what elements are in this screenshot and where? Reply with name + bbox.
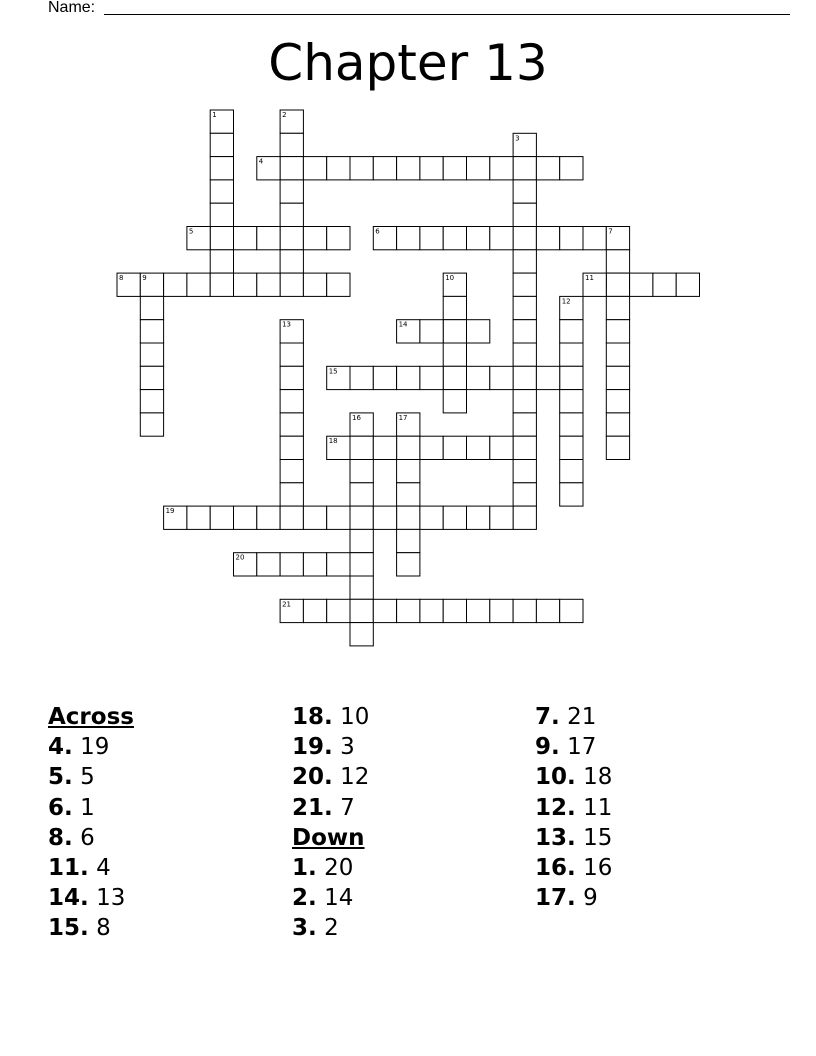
grid-cell[interactable] — [513, 343, 536, 366]
grid-cell[interactable] — [350, 436, 373, 459]
grid-cell[interactable] — [513, 133, 536, 156]
grid-cell[interactable] — [140, 343, 163, 366]
clue-number: 14 — [398, 320, 408, 329]
grid-cell[interactable] — [210, 110, 233, 133]
grid-cell[interactable] — [210, 157, 233, 180]
grid-cell[interactable] — [327, 366, 350, 389]
grid-cell[interactable] — [397, 599, 420, 622]
grid-cell[interactable] — [140, 390, 163, 413]
clue-across-20: 20. 12 — [292, 764, 370, 791]
clue-number: 9 — [142, 274, 147, 283]
grid-cell[interactable] — [397, 436, 420, 459]
grid-cell[interactable] — [397, 227, 420, 250]
grid-cell[interactable] — [117, 273, 140, 296]
grid-cell[interactable] — [467, 436, 490, 459]
grid-cell[interactable] — [280, 436, 303, 459]
grid-cell[interactable] — [536, 157, 559, 180]
grid-cell[interactable] — [257, 227, 280, 250]
clue-number: 3 — [515, 134, 520, 143]
clue-down-17: 17. 9 — [535, 885, 598, 912]
grid-cell[interactable] — [280, 343, 303, 366]
grid-cell[interactable] — [280, 180, 303, 203]
grid-cell[interactable] — [327, 599, 350, 622]
grid-cell[interactable] — [420, 506, 443, 529]
grid-cell[interactable] — [560, 366, 583, 389]
grid-cell[interactable] — [397, 483, 420, 506]
grid-cell[interactable] — [490, 227, 513, 250]
page-title: Chapter 13 — [268, 34, 548, 92]
grid-cell[interactable] — [560, 460, 583, 483]
grid-cell[interactable] — [606, 250, 629, 273]
grid-cell[interactable] — [676, 273, 699, 296]
clue-down-7: 7. 21 — [535, 704, 597, 730]
grid-cell[interactable] — [373, 157, 396, 180]
grid-cell[interactable] — [513, 366, 536, 389]
grid-cell[interactable] — [513, 227, 536, 250]
grid-cell[interactable] — [536, 599, 559, 622]
clue-number: 4 — [258, 157, 264, 166]
clue-number: 10 — [445, 274, 455, 283]
clue-across-19: 19. 3 — [292, 734, 355, 761]
grid-cell[interactable] — [513, 250, 536, 273]
grid-cell[interactable] — [513, 203, 536, 226]
clue-column-1 — [48, 702, 134, 944]
clue-number: 17 — [398, 413, 408, 422]
grid-cell[interactable] — [606, 296, 629, 319]
grid-cell[interactable] — [513, 460, 536, 483]
grid-cell[interactable] — [513, 599, 536, 622]
grid-cell[interactable] — [234, 273, 257, 296]
grid-cell[interactable] — [234, 506, 257, 529]
grid-cell[interactable] — [560, 413, 583, 436]
grid-cell[interactable] — [443, 296, 466, 319]
grid-cell[interactable] — [443, 390, 466, 413]
grid-cell[interactable] — [280, 133, 303, 156]
clue-across-4: 4. 19 — [48, 734, 110, 761]
grid-cell[interactable] — [653, 273, 676, 296]
grid-cell[interactable] — [350, 157, 373, 180]
grid-cell[interactable] — [606, 343, 629, 366]
clue-number: 8 — [119, 274, 124, 283]
grid-cell[interactable] — [490, 366, 513, 389]
grid-cell[interactable] — [350, 623, 373, 646]
grid-cell[interactable] — [257, 506, 280, 529]
grid-cell[interactable] — [164, 506, 187, 529]
grid-cell[interactable] — [280, 227, 303, 250]
grid-cell[interactable] — [467, 320, 490, 343]
clue-number: 15 — [328, 367, 338, 376]
clue-down-12: 12. 11 — [535, 794, 613, 821]
grid-cell[interactable] — [280, 413, 303, 436]
grid-cell[interactable] — [210, 133, 233, 156]
grid-cell[interactable] — [280, 203, 303, 226]
grid-cell[interactable] — [606, 366, 629, 389]
clue-across-5: 5. 5 — [48, 764, 95, 791]
grid-cell[interactable] — [280, 553, 303, 576]
clue-number: 13 — [282, 320, 292, 329]
grid-cell[interactable] — [513, 320, 536, 343]
grid-cell[interactable] — [490, 157, 513, 180]
grid-cell[interactable] — [397, 157, 420, 180]
grid-cell[interactable] — [560, 436, 583, 459]
grid-cell[interactable] — [420, 366, 443, 389]
grid-cell[interactable] — [606, 390, 629, 413]
clue-number: 12 — [561, 297, 571, 306]
grid-cell[interactable] — [420, 436, 443, 459]
clue-number: 21 — [282, 600, 292, 609]
grid-cell[interactable] — [490, 436, 513, 459]
grid-cell[interactable] — [303, 157, 326, 180]
grid-cell[interactable] — [443, 227, 466, 250]
grid-cell[interactable] — [513, 180, 536, 203]
grid-cell[interactable] — [630, 273, 653, 296]
grid-cell[interactable] — [280, 273, 303, 296]
grid-cell[interactable] — [373, 227, 396, 250]
grid-cell[interactable] — [560, 343, 583, 366]
clue-across-15: 15. 8 — [48, 915, 111, 942]
grid-cell[interactable] — [397, 320, 420, 343]
grid-cell[interactable] — [606, 273, 629, 296]
grid-cell[interactable] — [606, 320, 629, 343]
grid-cell[interactable] — [443, 273, 466, 296]
grid-cell[interactable] — [257, 553, 280, 576]
grid-cell[interactable] — [560, 296, 583, 319]
grid-cell[interactable] — [606, 227, 629, 250]
clue-number: 1 — [212, 111, 217, 119]
grid-cell[interactable] — [187, 506, 210, 529]
grid-cell[interactable] — [234, 553, 257, 576]
clue-column-2 — [292, 702, 369, 944]
grid-cell[interactable] — [443, 320, 466, 343]
grid-cell[interactable] — [373, 506, 396, 529]
grid-cell[interactable] — [140, 273, 163, 296]
clue-down-2: 2. 14 — [292, 885, 354, 912]
clue-number: 20 — [235, 553, 245, 562]
clue-number: 6 — [375, 227, 380, 236]
grid-cell[interactable] — [583, 273, 606, 296]
clue-across-6: 6. 1 — [48, 794, 95, 821]
grid-cell[interactable] — [187, 227, 210, 250]
grid-cell[interactable] — [350, 506, 373, 529]
grid-cell[interactable] — [327, 273, 350, 296]
clue-number: 7 — [608, 227, 613, 236]
grid-cell[interactable] — [350, 529, 373, 552]
grid-cell[interactable] — [303, 553, 326, 576]
grid-cell[interactable] — [303, 506, 326, 529]
grid-cell[interactable] — [513, 483, 536, 506]
grid-cell[interactable] — [303, 599, 326, 622]
grid-cell[interactable] — [280, 599, 303, 622]
grid-cell[interactable] — [443, 599, 466, 622]
grid-cell[interactable] — [397, 506, 420, 529]
grid-cell[interactable] — [397, 553, 420, 576]
grid-cell[interactable] — [327, 506, 350, 529]
clue-number: 11 — [585, 274, 594, 283]
grid-cell[interactable] — [280, 366, 303, 389]
grid-cell[interactable] — [560, 157, 583, 180]
clue-across-11: 11. 4 — [48, 855, 111, 882]
clue-down-16: 16. 16 — [535, 855, 613, 882]
grid-cell[interactable] — [536, 366, 559, 389]
grid-cell[interactable] — [397, 529, 420, 552]
grid-cell[interactable] — [303, 273, 326, 296]
grid-cell[interactable] — [280, 110, 303, 133]
grid-cell[interactable] — [420, 599, 443, 622]
grid-cell[interactable] — [280, 483, 303, 506]
clue-column-3 — [535, 702, 612, 913]
name-blank[interactable] — [104, 14, 790, 15]
grid-cell[interactable] — [350, 576, 373, 599]
grid-cell[interactable] — [420, 227, 443, 250]
grid-cell[interactable] — [350, 599, 373, 622]
grid-cell[interactable] — [140, 320, 163, 343]
grid-cell[interactable] — [327, 227, 350, 250]
grid-cell[interactable] — [210, 273, 233, 296]
grid-cell[interactable] — [583, 227, 606, 250]
clue-number: 16 — [352, 413, 361, 422]
grid-cell[interactable] — [443, 436, 466, 459]
grid-cell[interactable] — [490, 506, 513, 529]
grid-cell[interactable] — [513, 506, 536, 529]
clue-number: 19 — [165, 507, 175, 516]
grid-cell[interactable] — [187, 273, 210, 296]
grid-cell[interactable] — [560, 483, 583, 506]
grid-cell[interactable] — [234, 227, 257, 250]
grid-cell[interactable] — [350, 460, 373, 483]
grid-cell[interactable] — [373, 436, 396, 459]
clue-down-13: 13. 15 — [535, 824, 613, 851]
grid-cell[interactable] — [513, 296, 536, 319]
grid-cell[interactable] — [140, 413, 163, 436]
clue-number: 18 — [328, 437, 338, 446]
grid-cell[interactable] — [280, 157, 303, 180]
clue-down-3: 3. 2 — [292, 915, 339, 942]
grid-cell[interactable] — [490, 599, 513, 622]
grid-cell[interactable] — [560, 599, 583, 622]
grid-cell[interactable] — [350, 553, 373, 576]
grid-cell[interactable] — [467, 366, 490, 389]
name-line — [48, 0, 748, 18]
grid-cell[interactable] — [327, 553, 350, 576]
grid-cell[interactable] — [280, 390, 303, 413]
grid-cell[interactable] — [443, 366, 466, 389]
down-heading: Down — [292, 824, 365, 851]
grid-cell[interactable] — [303, 227, 326, 250]
grid-cell[interactable] — [210, 250, 233, 273]
grid-cell[interactable] — [420, 320, 443, 343]
grid-cell[interactable] — [513, 273, 536, 296]
clue-down-1: 1. 20 — [292, 855, 354, 882]
grid-cell[interactable] — [467, 157, 490, 180]
grid-cell[interactable] — [210, 506, 233, 529]
grid-cell[interactable] — [420, 157, 443, 180]
grid-cell[interactable] — [606, 436, 629, 459]
clue-down-9: 9. 17 — [535, 734, 597, 761]
grid-cell[interactable] — [560, 227, 583, 250]
grid-cell[interactable] — [467, 506, 490, 529]
grid-cell[interactable] — [350, 413, 373, 436]
grid-cell[interactable] — [327, 157, 350, 180]
grid-cell[interactable] — [467, 227, 490, 250]
grid-cell[interactable] — [443, 157, 466, 180]
grid-cell[interactable] — [606, 413, 629, 436]
grid-cell[interactable] — [373, 366, 396, 389]
grid-cell[interactable] — [513, 413, 536, 436]
clue-across-21: 21. 7 — [292, 794, 355, 821]
grid-cell[interactable] — [327, 436, 350, 459]
grid-cell[interactable] — [397, 460, 420, 483]
grid-cell[interactable] — [140, 296, 163, 319]
grid-cell[interactable] — [280, 250, 303, 273]
grid-cell[interactable] — [280, 506, 303, 529]
grid-cell[interactable] — [397, 413, 420, 436]
grid-cell[interactable] — [397, 366, 420, 389]
clue-number: 2 — [282, 111, 287, 119]
clue-across-14: 14. 13 — [48, 885, 126, 912]
grid-cell[interactable] — [350, 483, 373, 506]
grid-cell[interactable] — [536, 227, 559, 250]
grid-cell[interactable] — [350, 366, 373, 389]
grid-cell[interactable] — [210, 203, 233, 226]
name-label: Name: — [48, 0, 96, 16]
grid-cell[interactable] — [443, 506, 466, 529]
clue-down-10: 10. 18 — [535, 764, 613, 791]
grid-cell[interactable] — [467, 599, 490, 622]
clue-number: 5 — [188, 227, 194, 236]
grid-cell[interactable] — [210, 227, 233, 250]
across-heading: Across — [48, 704, 134, 730]
grid-cell[interactable] — [513, 436, 536, 459]
grid-cell[interactable] — [257, 157, 280, 180]
clue-across-8: 8. 6 — [48, 824, 95, 851]
grid-cell[interactable] — [373, 599, 396, 622]
grid-cell[interactable] — [257, 273, 280, 296]
grid-cell[interactable] — [513, 390, 536, 413]
grid-cell[interactable] — [210, 180, 233, 203]
grid-cell[interactable] — [164, 273, 187, 296]
grid-cell[interactable] — [443, 343, 466, 366]
grid-cell[interactable] — [280, 320, 303, 343]
grid-cell[interactable] — [560, 320, 583, 343]
grid-cell[interactable] — [280, 460, 303, 483]
clue-across-18: 18. 10 — [292, 704, 370, 730]
grid-cell[interactable] — [560, 390, 583, 413]
grid-cell[interactable] — [513, 157, 536, 180]
grid-cell[interactable] — [140, 366, 163, 389]
